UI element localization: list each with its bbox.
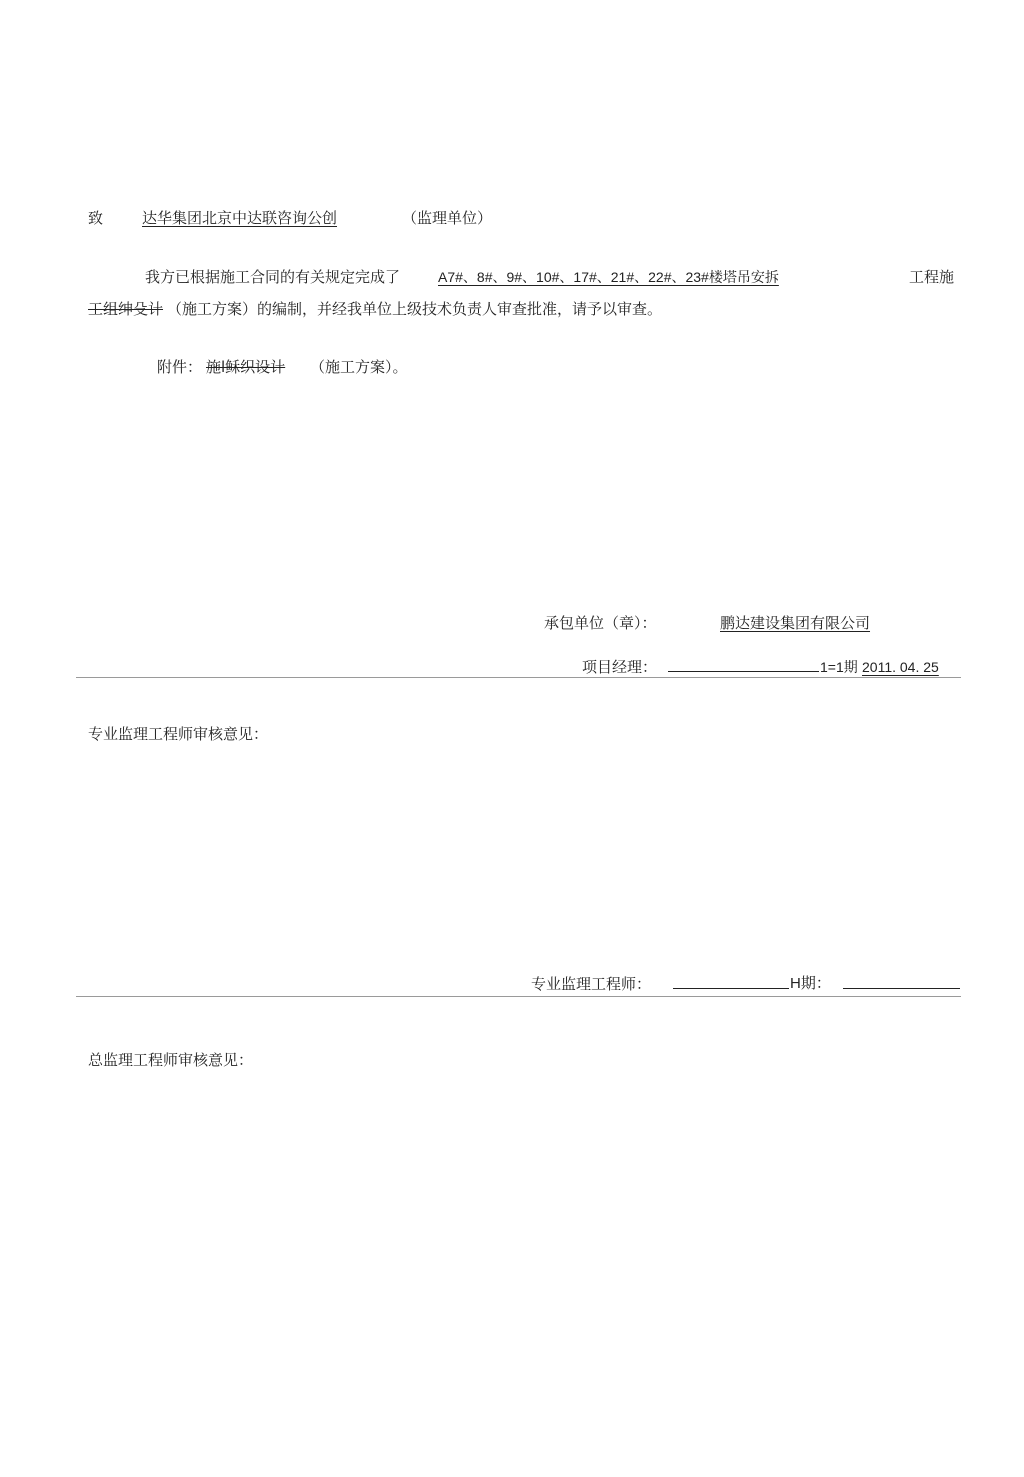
engineer-date-label: H期： [790,975,831,992]
attachment-struck: 施l稣织设计 [206,358,286,376]
manager-signature-line [668,657,819,677]
recipient-role: （监理单位） [402,209,493,227]
attachment-label: 附件： [157,358,203,376]
recipient-name: 达华集团北京中达联咨询公创 [142,209,338,227]
body-line1-tail: 工程施 [909,268,955,286]
engineer-signature-line [673,974,789,994]
attachment-rest: （施工方案）。 [310,358,408,376]
contractor-name: 鹏达建设集团有限公司 [720,614,871,632]
chief-heading: 总监理工程师审核意见： [88,1051,254,1069]
project-name: A7#、8#、9#、10#、17#、21#、22#、23#楼塔吊安拆 [438,269,779,285]
body-line1-lead: 我方已根据施工合同的有关规定完成了 [145,268,401,286]
contractor-date-label: 1=1期 [820,659,858,675]
contractor-date: 2011. 04. 25 [862,659,939,675]
engineer-date-line [843,974,960,994]
engineer-heading: 专业监理工程师审核意见： [88,725,269,743]
section-divider [76,996,961,997]
body-line2-struck: 工组绅殳计 [88,300,164,318]
section-divider [76,677,961,678]
contractor-label: 承包单位（章）： [544,614,657,632]
recipient-prefix: 致 [88,209,104,227]
body-line2-rest: （施工方案）的编制，并经我单位上级技术负责人审查批准，请予以审查。 [167,300,663,318]
manager-label: 项目经理： [582,658,658,676]
engineer-sign-label: 专业监理工程师： [531,975,652,993]
